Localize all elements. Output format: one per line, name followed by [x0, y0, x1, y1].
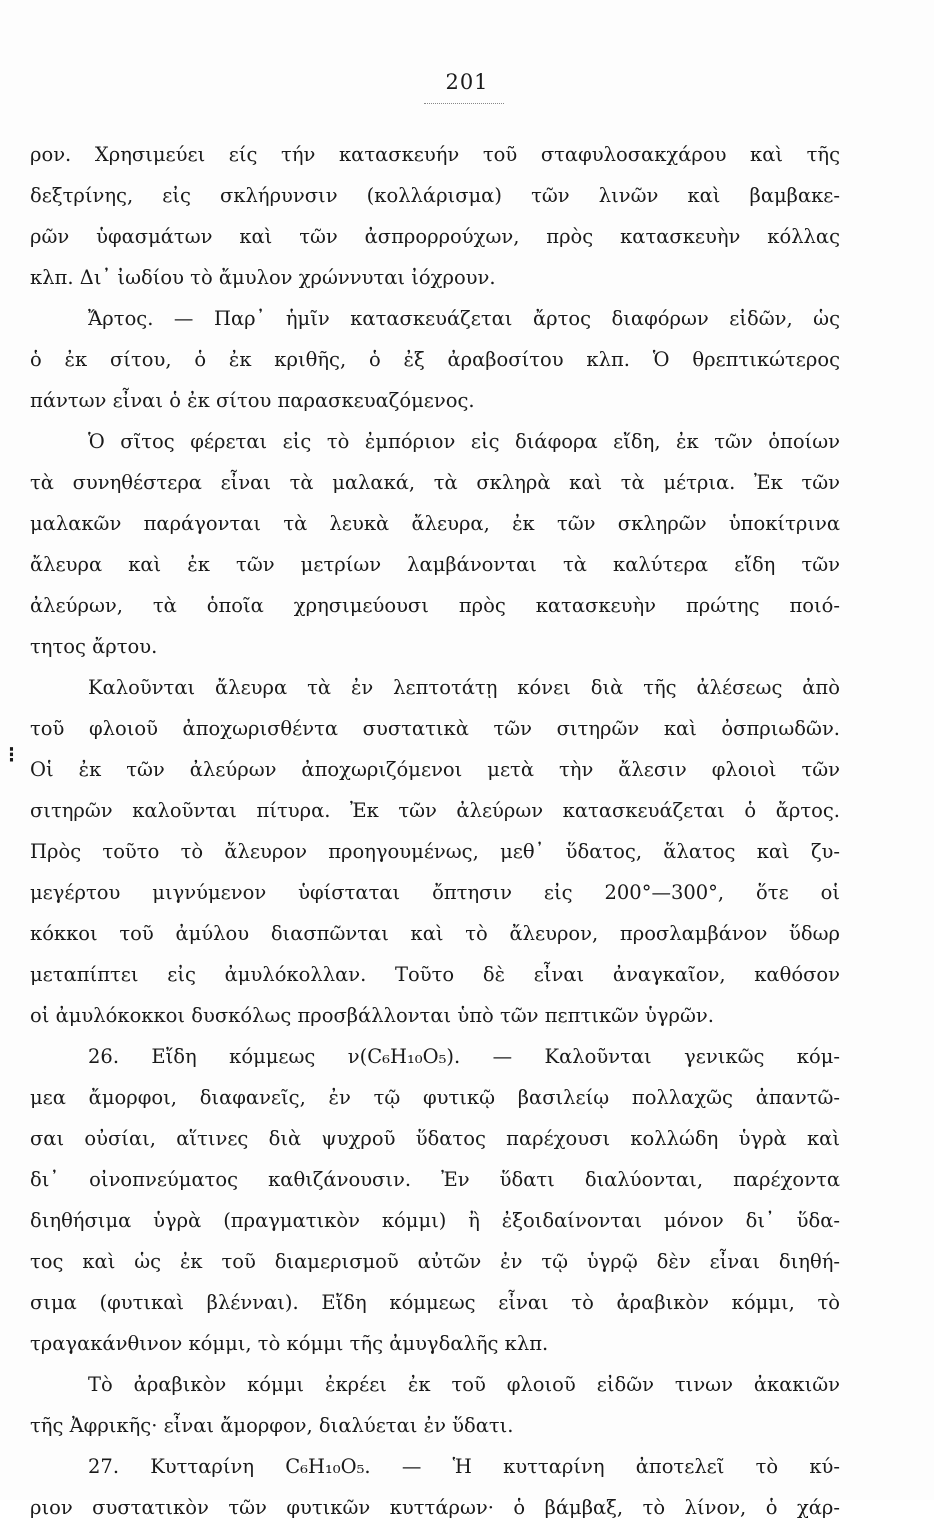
text-line: σιμα (φυτικαὶ βλένναι). Εἴδη κόμμεως εἶναι τὸ ἀραβικὸν κόμμι, τὸ	[30, 1291, 840, 1314]
text-line: τος καὶ ὡς ἐκ τοῦ διαμερισμοῦ αὐτῶν ἐν τῷ ὑγρῷ δὲν εἶναι διηθή-	[30, 1250, 840, 1273]
text-line: τῆς Ἀφρικῆς· εἶναι ἄμορφον, διαλύεται ἐν ὕδατι.	[30, 1414, 514, 1437]
text-line: πάντων εἶναι ὁ ἐκ σίτου παρασκευαζόμενος.	[30, 389, 475, 412]
text-line: δι᾿ οἰνοπνεύματος καθιζάνουσιν. Ἐν ὕδατι διαλύονται, παρέχοντα	[30, 1168, 840, 1191]
body-text	[30, 134, 840, 1528]
text-line: δεξτρίνης, εἰς σκλήρυνσιν (κολλάρισμα) τῶν λινῶν καὶ βαμβακε-	[30, 184, 840, 207]
text-line: ρῶν ὑφασμάτων καὶ τῶν ἀσπρορρούχων, πρὸς κατασκευὴν κόλλας	[30, 225, 840, 248]
margin-mark: ⁝	[8, 742, 15, 768]
text-line: τὰ συνηθέστερα εἶναι τὰ μαλακά, τὰ σκληρὰ καὶ τὰ μέτρια. Ἐκ τῶν	[30, 471, 840, 494]
text-line: ριον συστατικὸν τῶν φυτικῶν κυττάρων· ὁ βάμβαξ, τὸ λίνον, ὁ χάρ-	[30, 1496, 840, 1519]
text-line: Πρὸς τοῦτο τὸ ἄλευρον προηγουμένως, μεθ᾿ ὕδατος, ἅλατος καὶ ζυ-	[30, 840, 840, 863]
text-line: μεα ἄμορφοι, διαφανεῖς, ἐν τῷ φυτικῷ βασιλείῳ πολλαχῶς ἀπαντῶ-	[30, 1086, 840, 1109]
text-line: Ἄρτος. — Παρ᾿ ἡμῖν κατασκευάζεται ἄρτος διαφόρων εἰδῶν, ὡς	[88, 307, 840, 330]
text-line: Ὁ σῖτος φέρεται εἰς τὸ ἐμπόριον εἰς διάφορα εἴδη, ἐκ τῶν ὁποίων	[88, 430, 840, 453]
text-line: 27. Κυτταρίνη C₆H₁₀O₅. — Ἡ κυτταρίνη ἀποτελεῖ τὸ κύ-	[88, 1455, 840, 1478]
text-line: μεταπίπτει εἰς ἀμυλόκολλαν. Τοῦτο δὲ εἶναι ἀναγκαῖον, καθόσον	[30, 963, 840, 986]
text-line: σιτηρῶν καλοῦνται πίτυρα. Ἐκ τῶν ἀλεύρων κατασκευάζεται ὁ ἄρτος.	[30, 799, 840, 822]
text-line: ἀλεύρων, τὰ ὁποῖα χρησιμεύουσι πρὸς κατασκευὴν πρώτης ποιό-	[30, 594, 840, 617]
text-line: ὁ ἐκ σίτου, ὁ ἐκ κριθῆς, ὁ ἐξ ἀραβοσίτου κλπ. Ὁ θρεπτικώτερος	[30, 348, 840, 371]
text-line: Τὸ ἀραβικὸν κόμμι ἐκρέει ἐκ τοῦ φλοιοῦ εἰδῶν τινων ἀκακιῶν	[88, 1373, 840, 1396]
text-line: 26. Εἴδη κόμμεως ν(C₆H₁₀O₅). — Καλοῦνται γενικῶς κόμ-	[88, 1045, 840, 1068]
text-line: μεγέρτου μιγνύμενον ὑφίσταται ὄπτησιν εἰς 200°—300°, ὅτε οἱ	[30, 881, 840, 904]
text-line: διηθήσιμα ὑγρὰ (πραγματικὸν κόμμι) ἢ ἐξοιδαίνονται μόνον δι᾿ ὕδα-	[30, 1209, 840, 1232]
text-line: οἱ ἀμυλόκοκκοι δυσκόλως προσβάλλονται ὑπὸ τῶν πεπτικῶν ὑγρῶν.	[30, 1004, 714, 1027]
text-line: κόκκοι τοῦ ἀμύλου διασπῶνται καὶ τὸ ἄλευρον, προσλαμβάνον ὕδωρ	[30, 922, 840, 945]
text-line: ρον. Χρησιμεύει είς τήν κατασκευήν τοῦ σταφυλοσακχάρου καὶ τῆς	[30, 143, 840, 166]
text-line: τητος ἄρτου.	[30, 635, 158, 658]
page-number: 201	[445, 70, 489, 94]
text-line: σαι οὐσίαι, αἵτινες διὰ ψυχροῦ ὕδατος παρέχουσι κολλώδη ὑγρὰ καὶ	[30, 1127, 840, 1150]
text-line: τραγακάνθινον κόμμι, τὸ κόμμι τῆς ἀμυγδαλῆς κλπ.	[30, 1332, 549, 1355]
header-rule	[424, 103, 504, 104]
text-line: μαλακῶν παράγονται τὰ λευκὰ ἄλευρα, ἐκ τῶν σκληρῶν ὑποκίτρινα	[30, 512, 840, 535]
text-line: Καλοῦνται ἄλευρα τὰ ἐν λεπτοτάτῃ κόνει διὰ τῆς ἀλέσεως ἀπὸ	[88, 676, 840, 699]
text-line: ἄλευρα καὶ ἐκ τῶν μετρίων λαμβάνονται τὰ καλύτερα εἴδη τῶν	[30, 553, 840, 576]
text-line: Οἱ ἐκ τῶν ἀλεύρων ἀποχωριζόμενοι μετὰ τὴν ἄλεσιν φλοιοὶ τῶν	[30, 758, 840, 781]
text-line: κλπ. Δι᾿ ἰωδίου τὸ ἄμυλον χρώννυται ἰόχρουν.	[30, 266, 496, 289]
text-line: τοῦ φλοιοῦ ἀποχωρισθέντα συστατικὰ τῶν σιτηρῶν καὶ ὀσπριωδῶν.	[30, 717, 840, 740]
